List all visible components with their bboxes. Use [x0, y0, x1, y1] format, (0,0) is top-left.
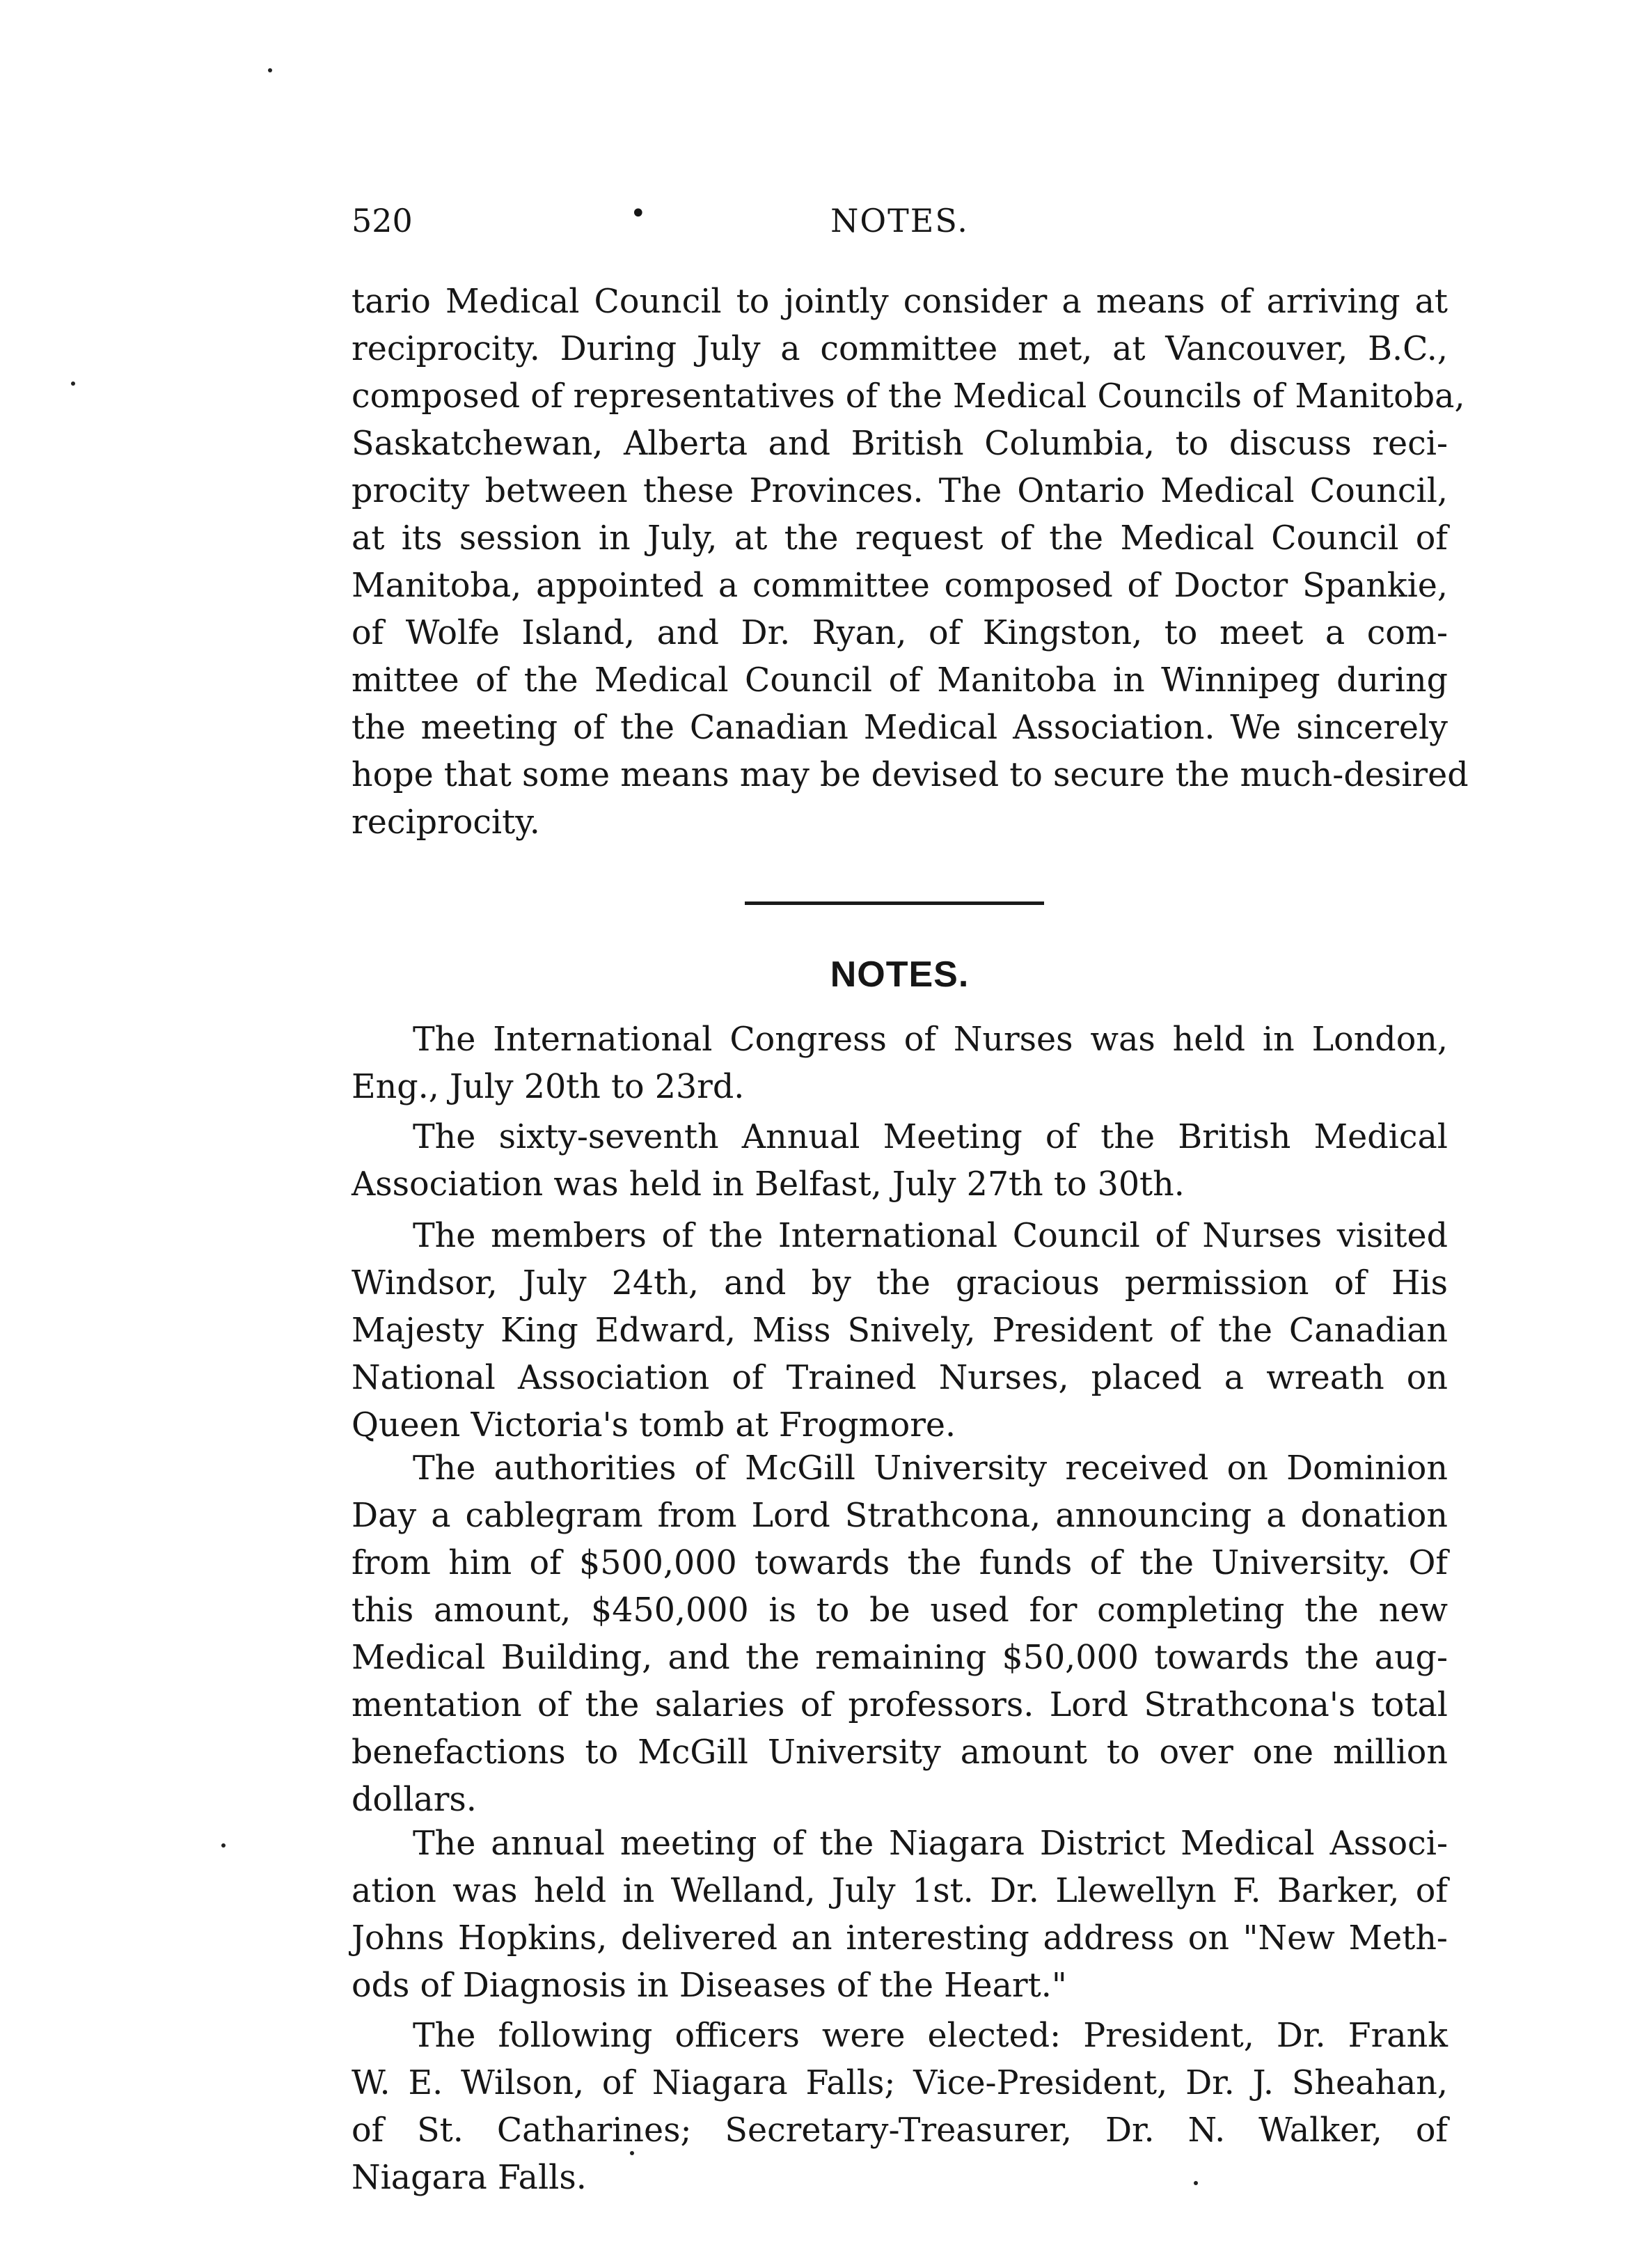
text-line: benefactions to McGill University amount to over one million [352, 1733, 1448, 1772]
text-line: composed of representatives of the Medical Councils of Manitoba, [352, 377, 1465, 416]
text-line: hope that some means may be devised to secure the much-desired [352, 756, 1469, 794]
scan-speck [71, 381, 75, 386]
text-line: reciprocity. [352, 803, 540, 842]
text-line: Medical Building, and the remaining $50,000 towards the aug- [352, 1639, 1448, 1677]
text-line: mentation of the salaries of professors. Lord Strathcona's total [352, 1686, 1448, 1724]
text-line: The International Congress of Nurses was held in London, [413, 1021, 1448, 1059]
text-line: mittee of the Medical Council of Manitoba in Winnipeg during [352, 661, 1448, 700]
text-line: Windsor, July 24th, and by the gracious permission of His [352, 1264, 1448, 1302]
text-line: this amount, $450,000 is to be used for completing the new [352, 1591, 1448, 1630]
note-paragraph [352, 1114, 1448, 1208]
continuation-paragraph [352, 278, 1469, 846]
text-line: Queen Victoria's tomb at Frogmore. [352, 1406, 956, 1444]
text-line: at its session in July, at the request of the Medical Council of [352, 519, 1448, 558]
scan-speck [630, 2151, 634, 2155]
text-line: The following officers were elected: President, Dr. Frank [413, 2017, 1448, 2055]
note-paragraph [352, 1016, 1448, 1111]
running-title: NOTES. [830, 202, 969, 239]
page-number: 520 [352, 202, 413, 239]
scan-speck [221, 1843, 226, 1848]
text-line: Eng., July 20th to 23rd. [352, 1068, 745, 1106]
page-header [352, 198, 1448, 251]
text-line: Niagara Falls. [352, 2159, 587, 2197]
scan-speck [268, 68, 272, 72]
text-line: The members of the International Council of Nurses visited [413, 1217, 1448, 1255]
text-line: Manitoba, appointed a committee composed of Doctor Spankie, [352, 567, 1448, 605]
text-line: National Association of Trained Nurses, placed a wreath on [352, 1359, 1448, 1397]
text-line: dollars. [352, 1781, 477, 1819]
notes-heading: NOTES. [830, 954, 970, 995]
text-line: of St. Catharines; Secretary-Treasurer, Dr. N. Walker, of [352, 2111, 1448, 2150]
text-line: The sixty-seventh Annual Meeting of the British Medical [413, 1118, 1448, 1156]
text-line: Majesty King Edward, Miss Snively, President of the Canadian [352, 1312, 1448, 1350]
text-line: from him of $500,000 towards the funds of the University. Of [352, 1544, 1448, 1582]
text-line: Association was held in Belfast, July 27th to 30th. [352, 1165, 1185, 1204]
section-divider [745, 901, 1044, 905]
header-dot: • [630, 198, 647, 230]
text-line: Johns Hopkins, delivered an interesting address on "New Meth- [352, 1919, 1448, 1958]
text-line: Day a cablegram from Lord Strathcona, announcing a donation [352, 1497, 1448, 1535]
text-line: reciprocity. During July a committee met, at Vancouver, B.C., [352, 330, 1448, 368]
text-line: the meeting of the Canadian Medical Association. We sincerely [352, 709, 1448, 747]
text-line: ods of Diagnosis in Diseases of the Heart." [352, 1967, 1067, 2005]
note-paragraph [352, 1820, 1448, 2010]
note-paragraph [352, 2013, 1448, 2202]
note-paragraph [352, 1213, 1448, 1449]
text-line: tario Medical Council to jointly consider a means of arriving at [352, 283, 1448, 321]
scan-speck [1194, 2181, 1198, 2185]
text-line: procity between these Provinces. The Ontario Medical Council, [352, 472, 1448, 510]
note-paragraph [352, 1445, 1448, 1824]
text-line: of Wolfe Island, and Dr. Ryan, of Kingston, to meet a com- [352, 614, 1448, 652]
text-line: The authorities of McGill University received on Dominion [413, 1449, 1448, 1488]
text-line: Saskatchewan, Alberta and British Columbia, to discuss reci- [352, 425, 1448, 463]
text-line: The annual meeting of the Niagara District Medical Associ- [413, 1825, 1448, 1863]
text-line: W. E. Wilson, of Niagara Falls; Vice-President, Dr. J. Sheahan, [352, 2064, 1448, 2102]
text-line: ation was held in Welland, July 1st. Dr. Llewellyn F. Barker, of [352, 1872, 1448, 1910]
